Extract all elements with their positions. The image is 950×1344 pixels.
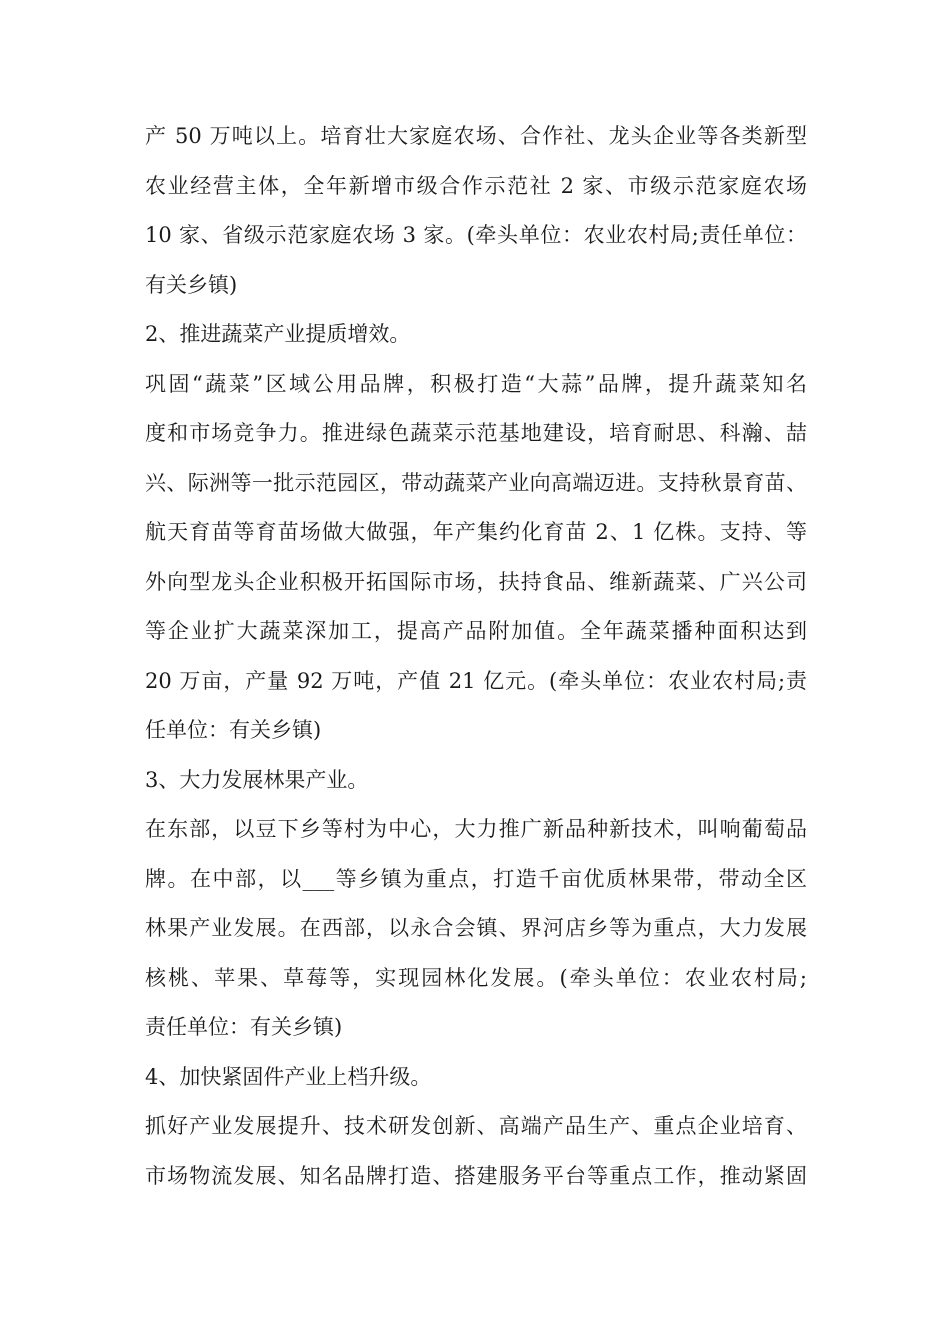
text-line: 产 50 万吨以上。培育壮大家庭农场、合作社、龙头企业等各类新型	[145, 124, 807, 148]
section-heading-fruit-forestry	[145, 756, 807, 806]
text-line: 农业经营主体，全年新增市级合作示范社 2 家、市级示范家庭农场	[145, 173, 807, 198]
text-line: 核桃、苹果、草莓等，实现园林化发展。(牵头单位：农业农村局;	[145, 965, 807, 990]
paragraph-fasteners	[145, 1102, 807, 1201]
text-line: 10 家、省级示范家庭农场 3 家。(牵头单位：农业农村局;责任单位：	[145, 223, 807, 247]
text-line: 兴、际洲等一批示范园区，带动蔬菜产业向高端迈进。支持秋景育苗、	[145, 470, 807, 495]
text-line: 市场物流发展、知名品牌打造、搭建服务平台等重点工作，推动紧固	[145, 1163, 807, 1188]
text-line: 外向型龙头企业积极开拓国际市场，扶持食品、维新蔬菜、广兴公司	[145, 569, 807, 594]
heading-line: 3、大力发展林果产业。	[145, 767, 369, 792]
text-line: 巩固“蔬菜”区域公用品牌，积极打造“大蒜”品牌，提升蔬菜知名	[145, 371, 807, 396]
text-line: 在东部，以豆下乡等村为中心，大力推广新品种新技术，叫响葡萄品	[145, 817, 807, 841]
paragraph-output-target	[145, 112, 807, 310]
document-body	[145, 112, 807, 1201]
text-line: 牌。在中部，以___等乡镇为重点，打造千亩优质林果带，带动全区	[145, 866, 807, 891]
paragraph-vegetables	[145, 360, 807, 756]
text-line: 度和市场竞争力。推进绿色蔬菜示范基地建设，培育耐思、科瀚、喆	[145, 421, 807, 445]
heading-line: 4、加快紧固件产业上档升级。	[145, 1064, 432, 1089]
text-line: 有关乡镇)	[145, 272, 238, 297]
text-line: 抓好产业发展提升、技术研发创新、高端产品生产、重点企业培育、	[145, 1114, 807, 1138]
text-line: 20 万亩，产量 92 万吨，产值 21 亿元。(牵头单位：农业农村局;责	[145, 668, 807, 693]
heading-line: 2、推进蔬菜产业提质增效。	[145, 322, 411, 346]
text-line: 林果产业发展。在西部，以永合会镇、界河店乡等为重点，大力发展	[145, 916, 807, 940]
text-line: 航天育苗等育苗场做大做强，年产集约化育苗 2、1 亿株。支持、等	[145, 520, 807, 544]
section-heading-vegetables	[145, 310, 807, 360]
paragraph-fruit-forestry	[145, 805, 807, 1053]
text-line: 任单位：有关乡镇)	[145, 718, 322, 742]
section-heading-fasteners	[145, 1053, 807, 1103]
text-line: 等企业扩大蔬菜深加工，提高产品附加值。全年蔬菜播种面积达到	[145, 619, 807, 643]
text-line: 责任单位：有关乡镇)	[145, 1015, 343, 1039]
